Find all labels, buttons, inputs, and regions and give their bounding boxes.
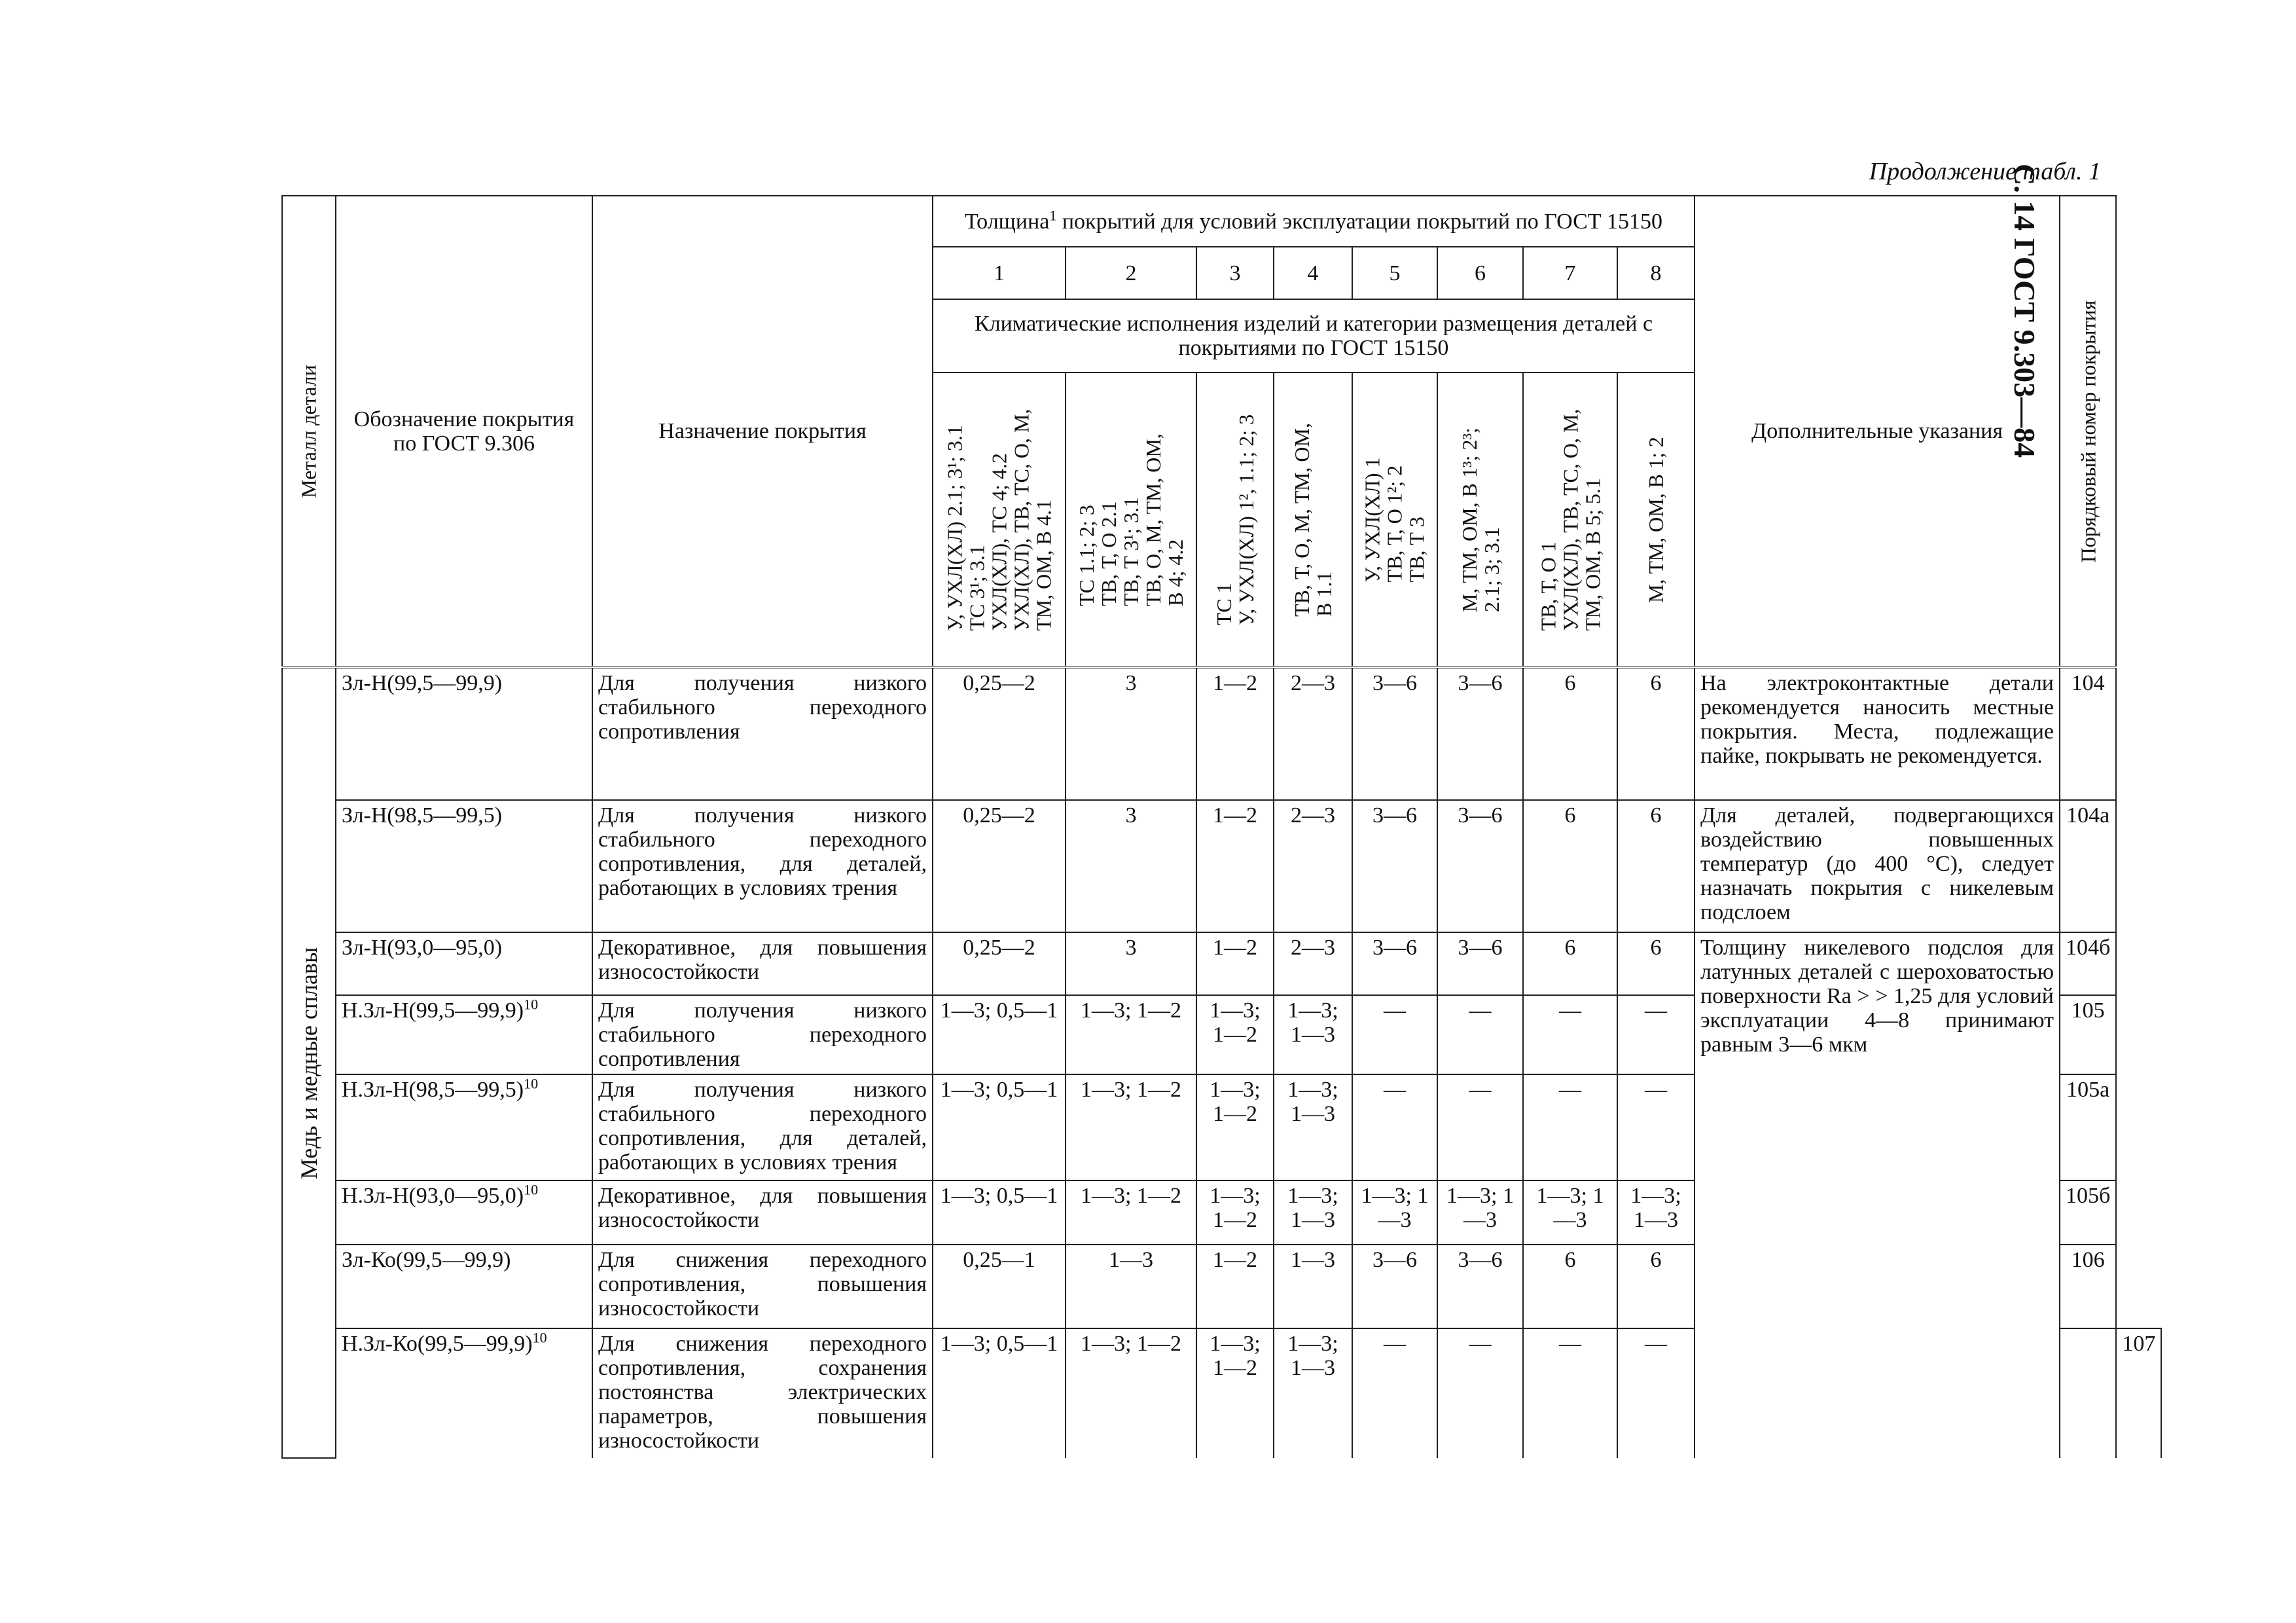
condition-8: 8 <box>1617 247 1695 299</box>
designation-cell <box>336 1328 592 1458</box>
condition-5: 5 <box>1352 247 1437 299</box>
climatic-col-2-line: ТВ, О, М, ТМ, ОМ, <box>1141 433 1165 606</box>
value-cell: 1—3; 1—2 <box>1066 1180 1196 1245</box>
note-cell: На электроконтактные детали рекомендуется наносить местные покрытия. Места, подлежащие пайке, покрывать не рекомендуется. <box>1695 667 2060 800</box>
value-cell: 1—3; 0,5—1 <box>933 1074 1066 1180</box>
value-cell: — <box>1352 1328 1437 1458</box>
purpose-cell: Для получения низкого стабильного переходного сопротивления, для деталей, работающих в условиях трения <box>592 1074 933 1180</box>
purpose-cell: Для снижения переходного сопротивления, сохранения постоянства электрических параметров, повышения износостойкости <box>592 1328 933 1458</box>
value-cell: — <box>1523 1328 1617 1458</box>
value-cell: — <box>1437 1328 1523 1458</box>
value-cell: 1—3; 1—2 <box>1196 1180 1274 1245</box>
climatic-col-3 <box>1196 373 1274 667</box>
order-cell: 105 <box>2060 995 2116 1074</box>
value-cell: 3—6 <box>1437 932 1523 995</box>
value-cell: 1—3; 1—3 <box>1274 1074 1352 1180</box>
header-thickness-pre: Толщина <box>964 209 1050 234</box>
header-thickness-post: покрытий для условий эксплуатации покрытий по ГОСТ 15150 <box>1056 209 1663 234</box>
climatic-col-6-line: М, ТМ, ОМ, В 1³; 2³; <box>1457 427 1481 612</box>
value-cell: 1—3 <box>1066 1245 1196 1328</box>
climatic-col-4-line: В 1.1 <box>1312 571 1336 617</box>
value-cell: — <box>1523 995 1617 1074</box>
purpose-cell: Декоративное, для повышения износостойкости <box>592 1180 933 1245</box>
climatic-col-5-line: ТВ, Т 3 <box>1405 516 1429 583</box>
designation: Н.Зл-Н(93,0—95,0) <box>342 1184 524 1208</box>
climatic-col-2-line: ТВ, Т, О 2.1 <box>1097 500 1121 606</box>
table-row <box>282 667 2161 800</box>
climatic-col-7-line: ТВ, Т, О 1 <box>1536 541 1560 630</box>
climatic-col-2-line: ТВ, Т 3¹; 3.1 <box>1119 496 1143 606</box>
climatic-col-5 <box>1352 373 1437 667</box>
header-purpose: Назначение покрытия <box>592 196 933 667</box>
note-cell: Для деталей, подвергающихся воздействию повышенных температур (до 400 °С), следует назначать покрытия с никелевым подслоем <box>1695 800 2060 932</box>
header-notes: Дополнительные указания <box>1695 196 2060 667</box>
designation-cell <box>336 800 592 932</box>
note-cell-empty <box>2060 1328 2116 1458</box>
designation-cell <box>336 1074 592 1180</box>
climatic-col-2-line: В 4; 4.2 <box>1164 539 1187 606</box>
value-cell: 1—3; 1—3 <box>1352 1180 1437 1245</box>
table-row <box>282 800 2161 932</box>
value-cell: 1—3; 1—3 <box>1274 1328 1352 1458</box>
designation-sup: 10 <box>532 1329 547 1346</box>
value-cell: 1—3; 1—3 <box>1437 1180 1523 1245</box>
condition-4: 4 <box>1274 247 1352 299</box>
order-cell: 105б <box>2060 1180 2116 1245</box>
table-row <box>282 932 2161 995</box>
header-order <box>2060 196 2116 667</box>
condition-7: 7 <box>1523 247 1617 299</box>
value-cell: — <box>1437 995 1523 1074</box>
designation: Н.Зл-Н(99,5—99,9) <box>342 998 524 1023</box>
header-metal-text: Металл детали <box>297 364 321 498</box>
climatic-col-1-line: ТМ, ОМ, В 4.1 <box>1031 499 1056 630</box>
value-cell: 1—3; 1—3 <box>1617 1180 1695 1245</box>
climatic-col-2-line: ТС 1.1; 2; 3 <box>1075 504 1098 606</box>
value-cell: 1—3; 1—2 <box>1196 995 1274 1074</box>
page-header-text: С. 14 ГОСТ 9.303—84 <box>2007 164 2041 458</box>
condition-3: 3 <box>1196 247 1274 299</box>
value-cell: 6 <box>1523 667 1617 800</box>
header-climatic: Климатические исполнения изделий и категории размещения деталей с покрытиями по ГОСТ 15150 <box>933 299 1695 373</box>
value-cell: 6 <box>1617 1245 1695 1328</box>
designation: Зл-Ко(99,5—99,9) <box>342 1248 511 1272</box>
value-cell: 3 <box>1066 932 1196 995</box>
value-cell: 0,25—2 <box>933 932 1066 995</box>
value-cell: — <box>1437 1074 1523 1180</box>
value-cell: 1—3; 1—3 <box>1523 1180 1617 1245</box>
value-cell: 1—3; 1—2 <box>1066 1074 1196 1180</box>
order-cell: 107 <box>2116 1328 2161 1458</box>
order-cell: 105а <box>2060 1074 2116 1180</box>
note-cell: Толщину никелевого подслоя для латунных деталей с шероховатостью поверхности Ra > > 1,25 для условий эксплуатации 4—8 принимают равным 3—6 мкм <box>1695 932 2060 1458</box>
climatic-col-3-line: У, УХЛ(ХЛ) 1², 1.1; 2; 3 <box>1234 414 1258 625</box>
designation: Зл-Н(99,5—99,9) <box>342 671 503 695</box>
value-cell: 1—3; 1—3 <box>1274 995 1352 1074</box>
condition-2: 2 <box>1066 247 1196 299</box>
value-cell: 1—3; 0,5—1 <box>933 995 1066 1074</box>
order-cell: 104б <box>2060 932 2116 995</box>
designation: Зл-Н(93,0—95,0) <box>342 936 503 960</box>
climatic-col-5-line: ТВ, Т, О 1²; 2 <box>1383 465 1407 583</box>
value-cell: 6 <box>1523 800 1617 932</box>
value-cell: 6 <box>1617 932 1695 995</box>
value-cell: 3—6 <box>1352 1245 1437 1328</box>
climatic-col-1-line: УХЛ(ХЛ), ТС 4; 4.2 <box>987 452 1011 630</box>
designation-cell <box>336 995 592 1074</box>
value-cell: 1—3; 1—2 <box>1196 1074 1274 1180</box>
value-cell: 1—3; 1—2 <box>1066 1328 1196 1458</box>
header-order-text: Порядковый номер покрытия <box>2076 300 2100 562</box>
value-cell: 1—3; 1—3 <box>1274 1180 1352 1245</box>
value-cell: 2—3 <box>1274 932 1352 995</box>
value-cell: 3—6 <box>1352 800 1437 932</box>
coatings-table <box>281 195 2162 1459</box>
designation-cell <box>336 932 592 995</box>
designation-sup: 10 <box>524 1075 539 1092</box>
climatic-col-1-line: У, УХЛ(ХЛ) 2.1; 3¹; 3.1 <box>942 424 967 630</box>
value-cell: — <box>1523 1074 1617 1180</box>
continuation-label: Продолжение табл. 1 <box>1869 158 2101 185</box>
value-cell: 3—6 <box>1352 932 1437 995</box>
header-thickness <box>933 196 1695 247</box>
value-cell: 0,25—2 <box>933 667 1066 800</box>
designation: Н.Зл-Ко(99,5—99,9) <box>342 1332 533 1356</box>
climatic-col-7-line: ТМ, ОМ, В 5; 5.1 <box>1581 477 1604 630</box>
designation-sup: 10 <box>524 996 539 1013</box>
value-cell: — <box>1352 1074 1437 1180</box>
climatic-col-2 <box>1066 373 1196 667</box>
designation: Н.Зл-Н(98,5—99,5) <box>342 1078 524 1102</box>
value-cell: 0,25—2 <box>933 800 1066 932</box>
value-cell: 3—6 <box>1352 667 1437 800</box>
climatic-col-7 <box>1523 373 1617 667</box>
climatic-col-4-line: ТВ, Т, О, М, ТМ, ОМ, <box>1290 422 1314 617</box>
designation: Зл-Н(98,5—99,5) <box>342 803 503 828</box>
group-label-cell <box>282 667 336 1458</box>
condition-6: 6 <box>1437 247 1523 299</box>
value-cell: 0,25—1 <box>933 1245 1066 1328</box>
value-cell: 1—2 <box>1196 1245 1274 1328</box>
climatic-col-7-line: УХЛ(ХЛ), ТВ, ТС, О, М, <box>1558 409 1582 630</box>
condition-1: 1 <box>933 247 1066 299</box>
value-cell: 2—3 <box>1274 800 1352 932</box>
climatic-col-4 <box>1274 373 1352 667</box>
value-cell: 1—3 <box>1274 1245 1352 1328</box>
value-cell: 6 <box>1523 1245 1617 1328</box>
purpose-cell: Декоративное, для повышения износостойкости <box>592 932 933 995</box>
value-cell: 3—6 <box>1437 667 1523 800</box>
designation-cell <box>336 1180 592 1245</box>
purpose-cell: Для получения низкого стабильного переходного сопротивления, для деталей, работающих в условиях трения <box>592 800 933 932</box>
value-cell: 3—6 <box>1437 800 1523 932</box>
value-cell: 3 <box>1066 800 1196 932</box>
value-cell: 1—3; 1—2 <box>1196 1328 1274 1458</box>
value-cell: — <box>1617 995 1695 1074</box>
value-cell: 6 <box>1617 667 1695 800</box>
value-cell: 1—3; 1—2 <box>1066 995 1196 1074</box>
designation-cell <box>336 667 592 800</box>
header-thickness-sup: 1 <box>1049 207 1057 224</box>
climatic-col-1-line: ТС 3¹; 3.1 <box>965 544 989 630</box>
value-cell: 3—6 <box>1437 1245 1523 1328</box>
value-cell: 1—2 <box>1196 667 1274 800</box>
climatic-col-1 <box>933 373 1066 667</box>
value-cell: 2—3 <box>1274 667 1352 800</box>
value-cell: 6 <box>1523 932 1617 995</box>
climatic-col-5-line: У, УХЛ(ХЛ) 1 <box>1361 456 1384 583</box>
climatic-col-1-line: УХЛ(ХЛ), ТВ, ТС, О, М, <box>1009 409 1033 630</box>
purpose-cell: Для снижения переходного сопротивления, повышения износостойкости <box>592 1245 933 1328</box>
order-cell: 104а <box>2060 800 2116 932</box>
climatic-col-6-line: 2.1; 3; 3.1 <box>1479 526 1503 612</box>
value-cell: 1—3; 0,5—1 <box>933 1328 1066 1458</box>
value-cell: — <box>1617 1074 1695 1180</box>
value-cell: — <box>1352 995 1437 1074</box>
climatic-col-8 <box>1617 373 1695 667</box>
designation-sup: 10 <box>524 1181 539 1198</box>
value-cell: 1—3; 0,5—1 <box>933 1180 1066 1245</box>
purpose-cell: Для получения низкого стабильного переходного сопротивления <box>592 995 933 1074</box>
value-cell: 6 <box>1617 800 1695 932</box>
group-label: Медь и медные сплавы <box>296 947 323 1179</box>
climatic-col-8-line: М, ТМ, ОМ, В 1; 2 <box>1644 436 1668 603</box>
value-cell: 1—2 <box>1196 932 1274 995</box>
header-metal <box>282 196 336 667</box>
order-cell: 106 <box>2060 1245 2116 1328</box>
climatic-col-3-line: ТС 1 <box>1212 582 1236 625</box>
climatic-col-6 <box>1437 373 1523 667</box>
designation-cell <box>336 1245 592 1328</box>
header-designation: Обозначение покрытия по ГОСТ 9.306 <box>336 196 592 667</box>
value-cell: — <box>1617 1328 1695 1458</box>
value-cell: 1—2 <box>1196 800 1274 932</box>
purpose-cell: Для получения низкого стабильного переходного сопротивления <box>592 667 933 800</box>
value-cell: 3 <box>1066 667 1196 800</box>
order-cell: 104 <box>2060 667 2116 800</box>
